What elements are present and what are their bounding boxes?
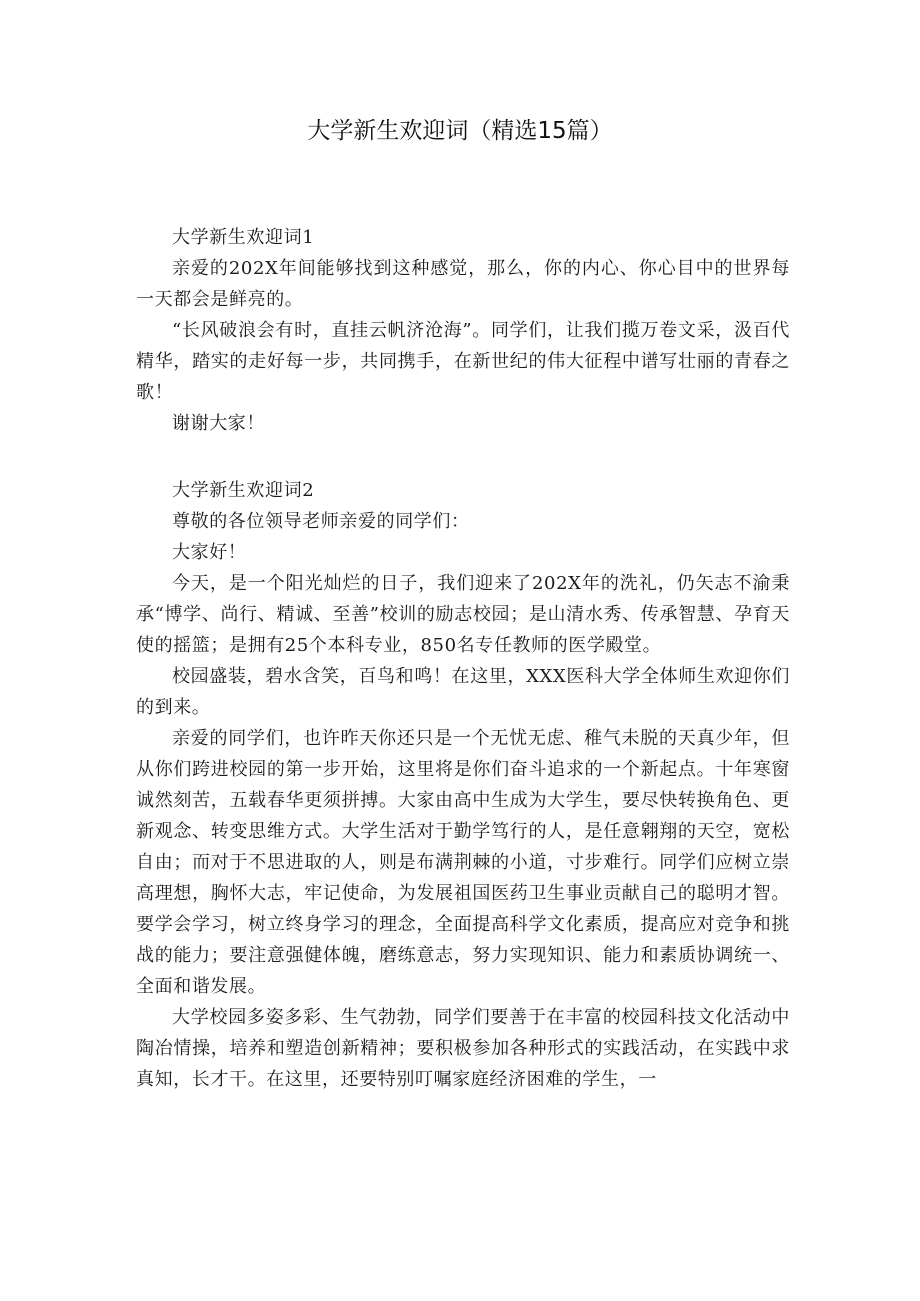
- section-1: [136, 222, 790, 439]
- document-title: 大学新生欢迎词（精选15篇）: [307, 118, 613, 144]
- section-2: [136, 475, 790, 1095]
- document-body: [136, 222, 790, 1095]
- paragraph: 谢谢大家！: [172, 413, 265, 434]
- paragraph: 尊敬的各位领导老师亲爱的同学们：: [172, 511, 470, 532]
- section-heading: 大学新生欢迎词1: [172, 227, 315, 248]
- paragraph: 亲爱的同学们，也许昨天你还只是一个无忧无虑、稚气未脱的天真少年，但从你们跨进校园的第一步开始，这里将是你们奋斗追求的一个新起点。十年寒窗诚然刻苦，五载春华更须拼搏。大家由高中生成为大学生，要尽快转换角色、更新观念、转变思维方式。大学生活对于勤学笃行的人，是任意翱翔的天空，宽松自由；而对于不思进取的人，则是布满荆棘的小道，寸步难行。同学们应树立崇高理想，胸怀大志，牢记使命，为发展祖国医药卫生事业贡献自己的聪明才智。要学会学习，树立终身学习的理念，全面提高科学文化素质，提高应对竞争和挑战的能力；要注意强健体魄，磨练意志，努力实现知识、能力和素质协调统一、全面和谐发展。: [136, 728, 790, 997]
- paragraph: “长风破浪会有时，直挂云帆济沧海”。同学们，让我们揽万卷文采，汲百代精华，踏实的走好每一步，共同携手，在新世纪的伟大征程中谱写壮丽的青春之歌！: [136, 320, 790, 403]
- paragraph: 大学校园多姿多彩、生气勃勃，同学们要善于在丰富的校园科技文化活动中陶冶情操，培养和塑造创新精神；要积极参加各种形式的实践活动，在实践中求真知，长才干。在这里，还要特别叮嘱家庭经济困难的学生，一: [136, 1007, 790, 1090]
- paragraph: 亲爱的202X年间能够找到这种感觉，那么，你的内心、你心目中的世界每一天都会是鲜亮的。: [136, 258, 790, 310]
- paragraph: 校园盛装，碧水含笑，百鸟和鸣！在这里，XXX医科大学全体师生欢迎你们的到来。: [136, 666, 790, 718]
- section-heading: 大学新生欢迎词2: [172, 480, 315, 501]
- paragraph: 大家好！: [172, 542, 247, 563]
- paragraph: 今天，是一个阳光灿烂的日子，我们迎来了202X年的洗礼，仍矢志不渝秉承“博学、尚行、精诚、至善”校训的励志校园；是山清水秀、传承智慧、孕育天使的摇篮；是拥有25个本科专业，850名专任教师的医学殿堂。: [136, 573, 790, 656]
